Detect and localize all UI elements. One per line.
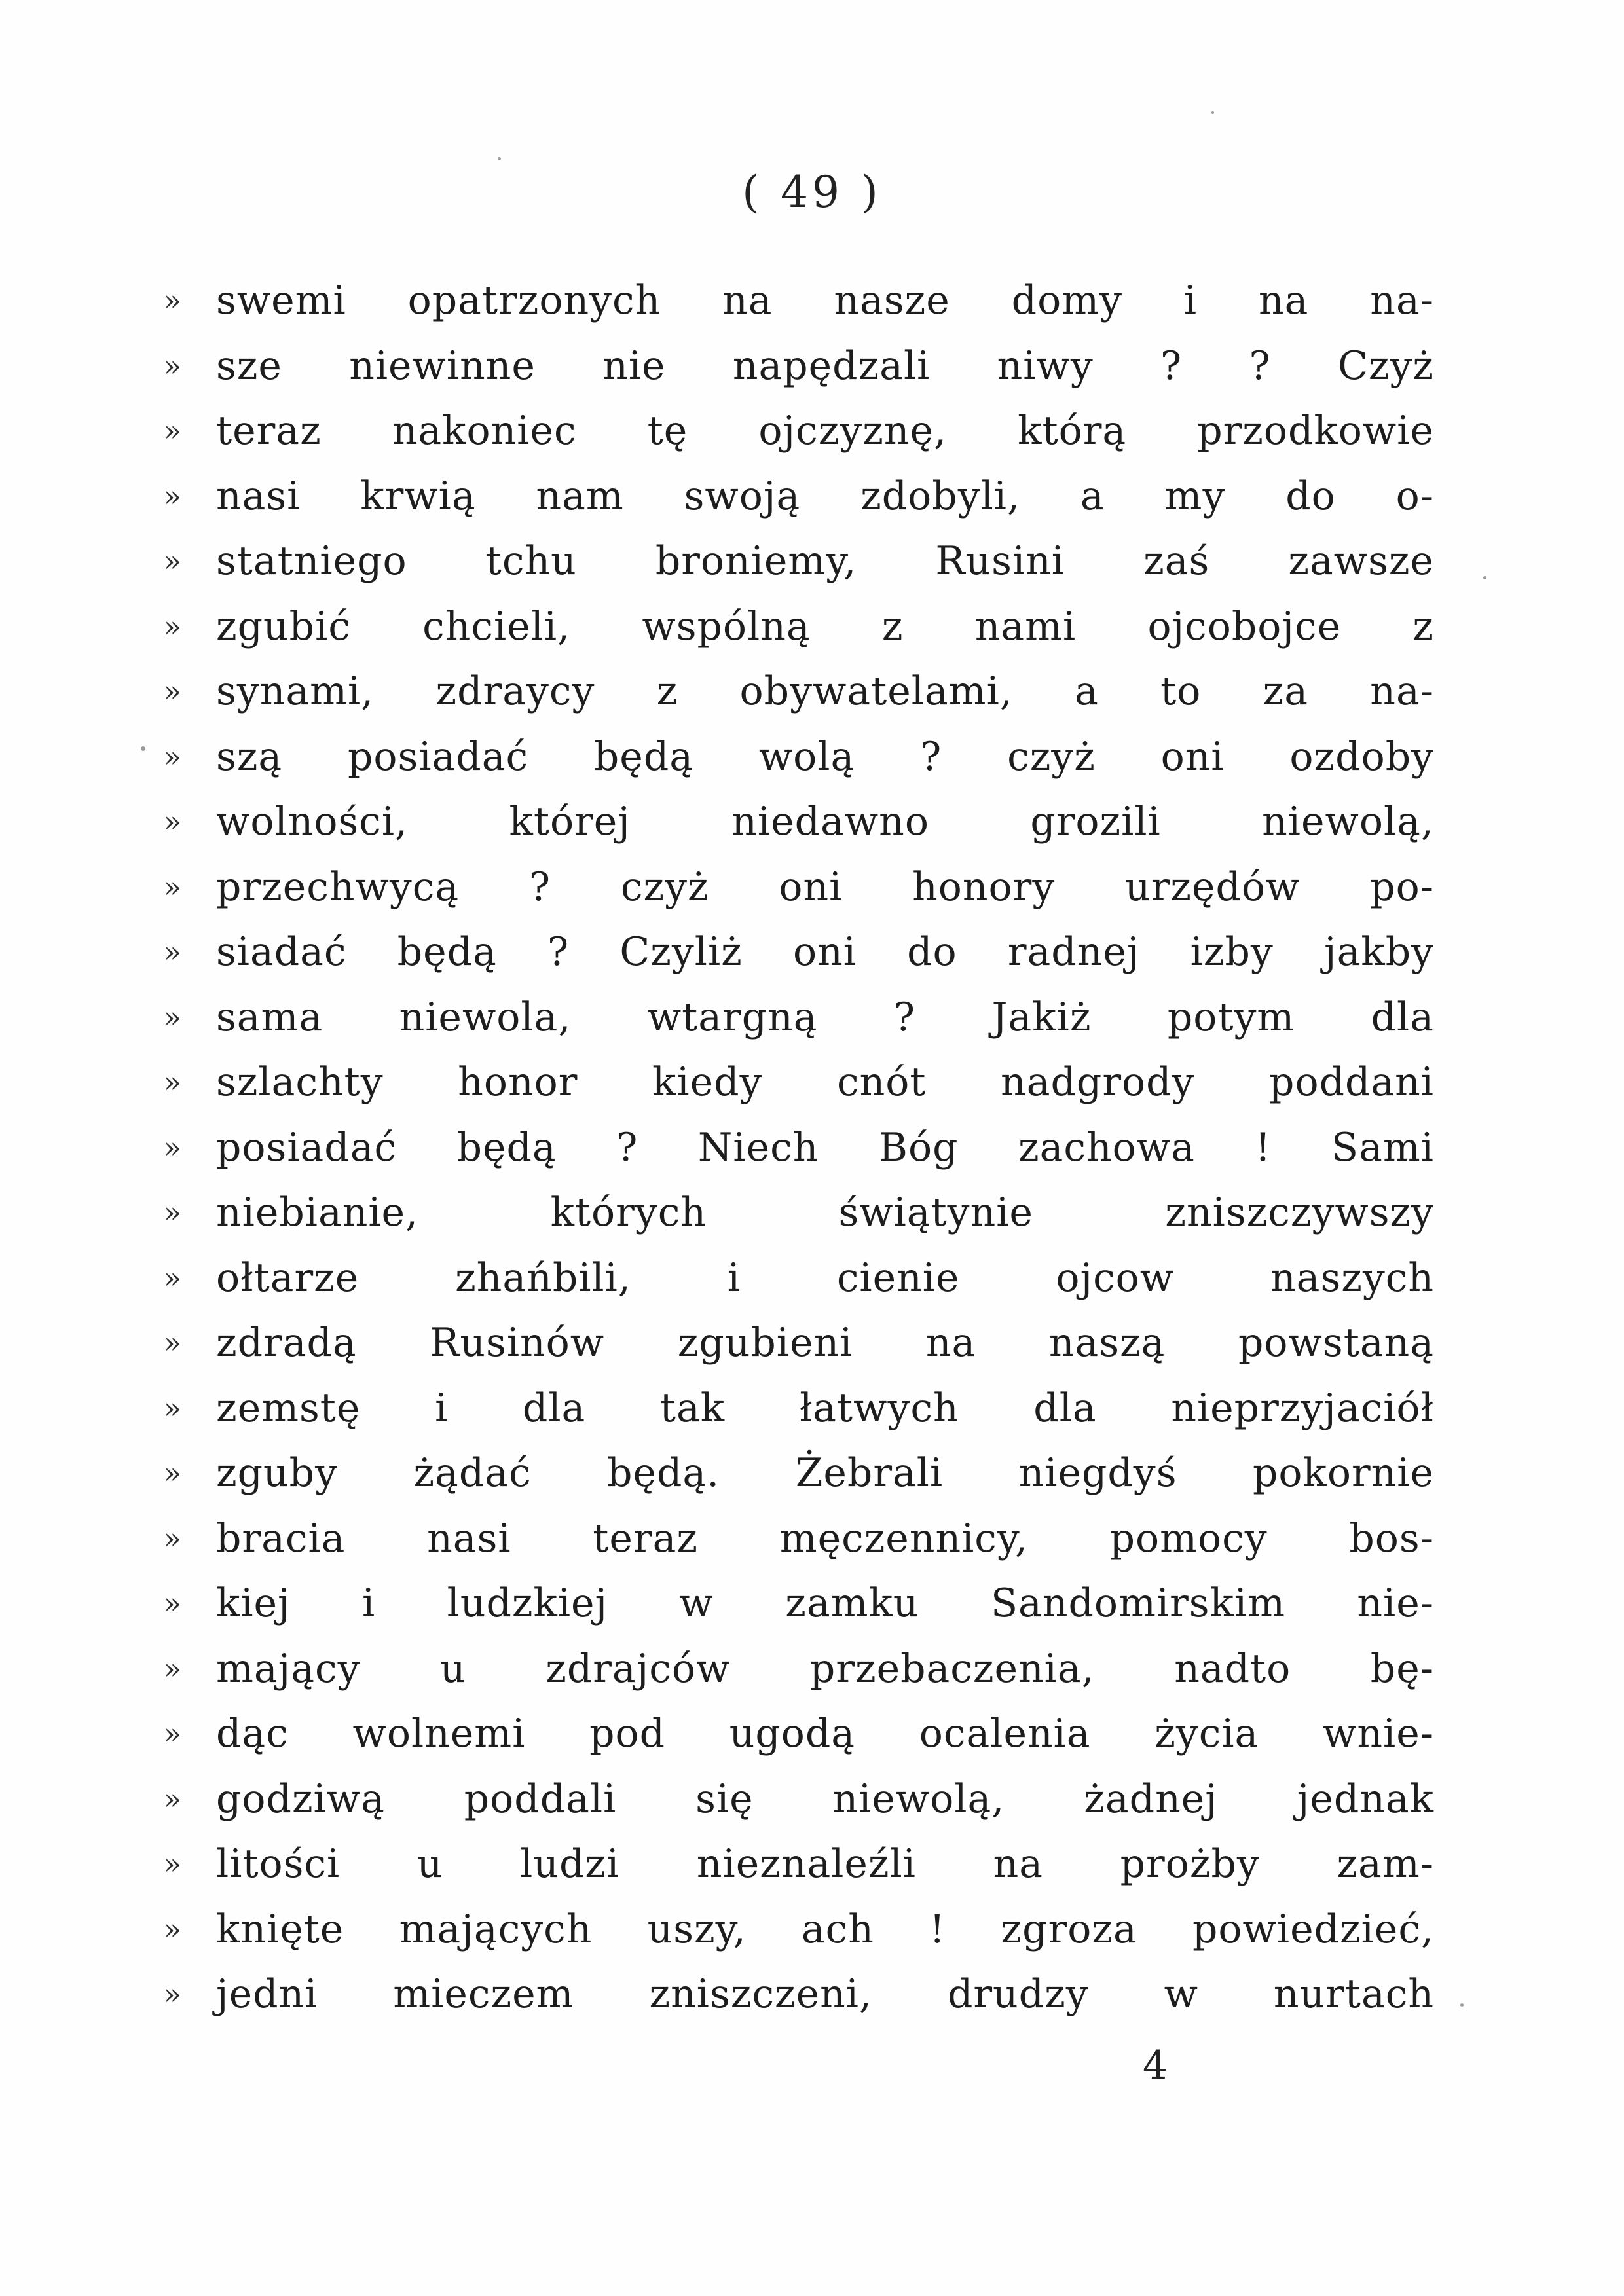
- text-line: » godziwą poddali się niewolą, żadnej jednak: [164, 1767, 1434, 1832]
- quote-mark: »: [164, 1261, 181, 1295]
- text-line: » zdradą Rusinów zgubieni na naszą powstaną: [164, 1311, 1434, 1376]
- quote-mark: »: [164, 349, 181, 383]
- text-line: » szlachty honor kiedy cnót nadgrody poddani: [164, 1050, 1434, 1116]
- text-line: » posiadać będą ? Niech Bóg zachowa ! Sami: [164, 1116, 1434, 1181]
- text-line: » sama niewola, wtargną ? Jakiż potym dla: [164, 985, 1434, 1051]
- quote-mark: »: [164, 936, 181, 969]
- quote-mark: »: [164, 1978, 181, 2011]
- text-line: » bracia nasi teraz męczennicy, pomocy bos-: [164, 1506, 1434, 1572]
- text-line: » ołtarze zhańbili, i cienie ojcow naszych: [164, 1246, 1434, 1311]
- text-line: » szą posiadać będą wolą ? czyż oni ozdoby: [164, 725, 1434, 790]
- quote-mark: »: [164, 675, 181, 708]
- text-line: » siadać będą ? Czyliż oni do radnej izby jakby: [164, 920, 1434, 985]
- text-line: » knięte mających uszy, ach ! zgroza powiedzieć,: [164, 1897, 1434, 1963]
- quote-mark: »: [164, 1196, 181, 1230]
- paper-speck: [1211, 111, 1214, 114]
- quote-mark: »: [164, 1652, 181, 1686]
- quote-mark: »: [164, 1457, 181, 1490]
- text-line: » synami, zdraycy z obywatelami, a to za na-: [164, 659, 1434, 725]
- text-line: » zgubić chcieli, wspólną z nami ojcobojce z: [164, 594, 1434, 660]
- text-line: » wolności, której niedawno grozili niewolą,: [164, 790, 1434, 855]
- quote-mark: »: [164, 1131, 181, 1165]
- signature-mark: 4: [1143, 2043, 1168, 2088]
- text-line: » jedni mieczem zniszczeni, drudzy w nurtach: [164, 1962, 1434, 2028]
- text-line: » zemstę i dla tak łatwych dla nieprzyjaciół: [164, 1376, 1434, 1442]
- quote-mark: »: [164, 545, 181, 578]
- text-line: » swemi opatrzonych na nasze domy i na na-: [164, 268, 1434, 334]
- quote-mark: »: [164, 1848, 181, 1881]
- quote-mark: »: [164, 1782, 181, 1816]
- quote-mark: »: [164, 1522, 181, 1556]
- text-line: » teraz nakoniec tę ojczyznę, którą przodkowie: [164, 399, 1434, 464]
- text-line: » mający u zdrajców przebaczenia, nadto bę-: [164, 1637, 1434, 1702]
- quote-mark: »: [164, 1912, 181, 1946]
- quote-mark: »: [164, 1066, 181, 1099]
- paper-speck: [498, 157, 501, 160]
- quote-mark: »: [164, 805, 181, 839]
- text-line: » statniego tchu broniemy, Rusini zaś zawsze: [164, 529, 1434, 594]
- quote-mark: »: [164, 740, 181, 774]
- quote-mark: »: [164, 414, 181, 448]
- paper-speck: [141, 746, 145, 751]
- quote-mark: »: [164, 284, 181, 318]
- quote-mark: »: [164, 1391, 181, 1425]
- quote-mark: »: [164, 1717, 181, 1751]
- text-line: » nasi krwią nam swoją zdobyli, a my do o-: [164, 464, 1434, 530]
- quote-mark: »: [164, 870, 181, 904]
- paper-speck: [1483, 576, 1486, 579]
- paper-speck: [1460, 2003, 1464, 2007]
- text-line: » przechwycą ? czyż oni honory urzędów po-: [164, 855, 1434, 920]
- text-line: » zguby żądać będą. Żebrali niegdyś pokornie: [164, 1441, 1434, 1506]
- text-line: » dąc wolnemi pod ugodą ocalenia życia wnie-: [164, 1702, 1434, 1767]
- text-line: » kiej i ludzkiej w zamku Sandomirskim nie-: [164, 1571, 1434, 1637]
- text-line: » sze niewinne nie napędzali niwy ? ? Czyż: [164, 334, 1434, 399]
- text-line: » niebianie, których świątynie zniszczywszy: [164, 1180, 1434, 1246]
- quote-mark: »: [164, 1587, 181, 1620]
- page-number: ( 49 ): [742, 167, 882, 217]
- quote-mark: »: [164, 479, 181, 513]
- quote-mark: »: [164, 1326, 181, 1360]
- text-line: » litości u ludzi nieznaleźli na prożby zam-: [164, 1832, 1434, 1897]
- quote-mark: »: [164, 610, 181, 644]
- quote-mark: »: [164, 1000, 181, 1034]
- body-text: [164, 268, 1434, 2028]
